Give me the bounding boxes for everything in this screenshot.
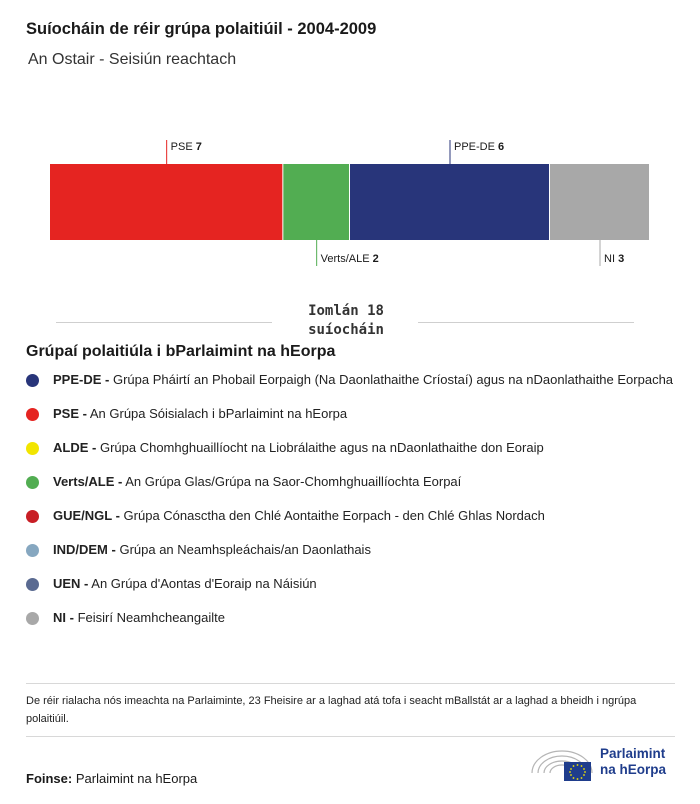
legend-item bbox=[26, 371, 676, 389]
source-label: Foinse: bbox=[26, 771, 73, 786]
data-label: PSE 7 bbox=[170, 141, 202, 153]
legend-abbr: IND/DEM - bbox=[53, 542, 116, 557]
legend-title: Grúpaí polaitiúla i bParlaimint na hEorpa bbox=[26, 343, 336, 360]
chart-title: Suíocháin de réir grúpa polaitiúil - 2004-2009 bbox=[26, 20, 377, 38]
bar-segment bbox=[283, 164, 349, 240]
legend-abbr: NI - bbox=[53, 610, 74, 625]
divider-top bbox=[26, 683, 675, 684]
data-label: PPE-DE 6 bbox=[454, 141, 505, 153]
legend-swatch bbox=[26, 510, 39, 523]
legend-abbr: GUE/NGL - bbox=[53, 508, 120, 523]
legend-text: An Grúpa Glas/Grúpa na Saor-Chomhghuaillíochta Eorpaí bbox=[122, 474, 462, 489]
seats-stacked-bar-chart bbox=[0, 130, 700, 280]
legend-text: Feisirí Neamhcheangailte bbox=[73, 610, 225, 625]
legend-text: Grúpa Cónasctha den Chlé Aontaithe Eorpach - den Chlé Ghlas Nordach bbox=[119, 508, 545, 523]
legend-item bbox=[26, 609, 676, 627]
total-divider-left bbox=[56, 322, 272, 323]
data-label: NI 3 bbox=[604, 253, 625, 265]
legend-item bbox=[26, 439, 676, 457]
hemicycle-icon bbox=[530, 745, 594, 785]
legend-item bbox=[26, 405, 676, 423]
footnote: De réir rialacha nós imeachta na Parlaiminte, 23 Fheisire ar a laghad atá tofa i seacht mBallstát ar a laghad a bheidh i ngrúpa polaitiúil. bbox=[26, 695, 637, 725]
source bbox=[26, 771, 197, 786]
legend-swatch bbox=[26, 578, 39, 591]
logo-line-1: Parlaimint bbox=[600, 746, 666, 761]
legend-swatch bbox=[26, 408, 39, 421]
legend bbox=[26, 371, 676, 643]
legend-swatch bbox=[26, 476, 39, 489]
legend-text: Grúpa Chomhghuaillíocht na Liobrálaithe agus na nDaonlathaithe don Eoraip bbox=[96, 440, 544, 455]
logo-text bbox=[600, 746, 666, 778]
legend-text: Grúpa an Neamhspleáchais/an Daonlathais bbox=[115, 542, 371, 557]
legend-abbr: ALDE - bbox=[53, 440, 97, 455]
legend-abbr: PPE-DE - bbox=[53, 372, 110, 387]
source-text: Parlaimint na hEorpa bbox=[72, 771, 198, 786]
legend-swatch bbox=[26, 612, 39, 625]
legend-item bbox=[26, 473, 676, 491]
divider-bottom bbox=[26, 736, 675, 737]
legend-swatch bbox=[26, 442, 39, 455]
bar-segment bbox=[50, 164, 282, 240]
legend-swatch bbox=[26, 544, 39, 557]
logo-line-2: na hEorpa bbox=[600, 762, 667, 777]
total-divider-right bbox=[418, 322, 634, 323]
legend-abbr: PSE - bbox=[53, 406, 87, 421]
ep-logo bbox=[530, 745, 680, 787]
legend-text: An Grúpa d'Aontas d'Eoraip na Náisiún bbox=[88, 576, 317, 591]
legend-swatch bbox=[26, 374, 39, 387]
legend-text: Grúpa Pháirtí an Phobail Eorpaigh (Na Daonlathaithe Críostaí) agus na nDaonlathaithe Eorpacha bbox=[109, 372, 674, 387]
bar-segment bbox=[350, 164, 549, 240]
legend-abbr: Verts/ALE - bbox=[53, 474, 123, 489]
total-seats-label: Iomlán 18 suíocháin bbox=[308, 303, 384, 338]
legend-item bbox=[26, 507, 676, 525]
legend-item bbox=[26, 575, 676, 593]
chart-subtitle: An Ostair - Seisiún reachtach bbox=[28, 51, 237, 68]
data-label: Verts/ALE 2 bbox=[320, 253, 379, 265]
legend-abbr: UEN - bbox=[53, 576, 89, 591]
legend-text: An Grúpa Sóisialach i bParlaimint na hEorpa bbox=[86, 406, 348, 421]
legend-item bbox=[26, 541, 676, 559]
bar-segment bbox=[550, 164, 649, 240]
